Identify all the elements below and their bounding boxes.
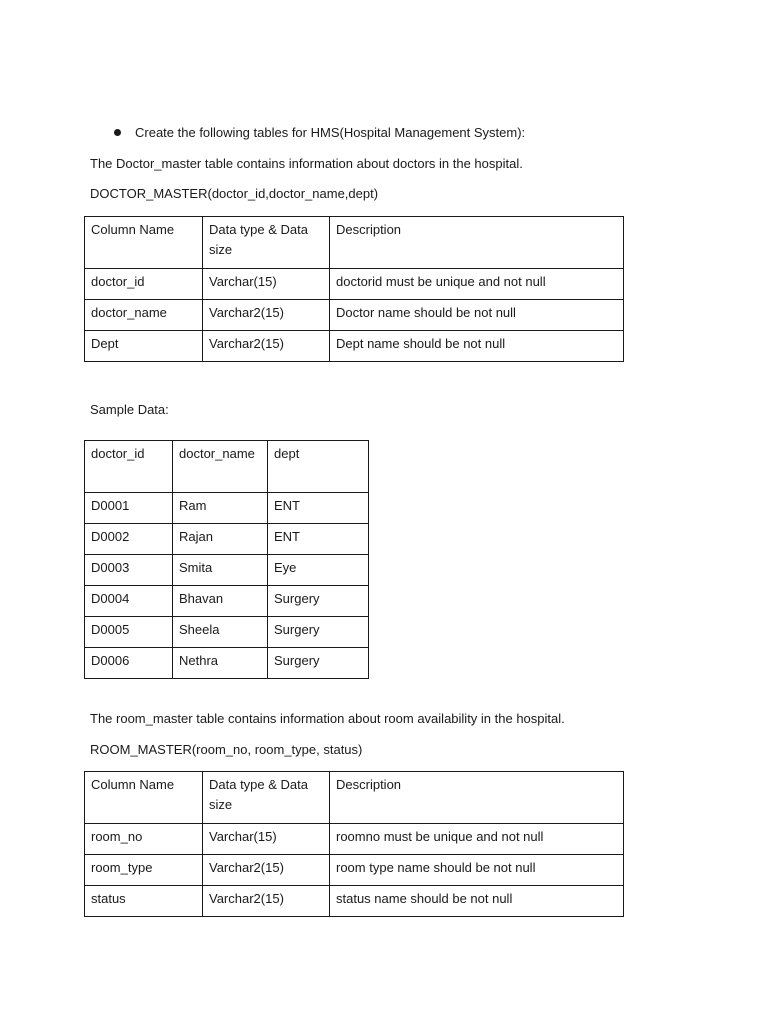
table-cell: Bhavan [173, 586, 268, 617]
table-cell: room type name should be not null [330, 855, 624, 886]
doctor-structure-table [84, 216, 624, 362]
table-row [85, 855, 624, 886]
table-cell: doctor_name [85, 300, 203, 331]
header-cell: Data type & Data size [203, 217, 330, 269]
table-cell: Varchar2(15) [203, 331, 330, 362]
doctor-table-description: The Doctor_master table contains information about doctors in the hospital. [90, 156, 523, 171]
table-row [85, 824, 624, 855]
room-table-schema: ROOM_MASTER(room_no, room_type, status) [90, 742, 363, 757]
table-row [85, 617, 369, 648]
table-cell: Varchar(15) [203, 824, 330, 855]
table-cell: D0001 [85, 493, 173, 524]
table-cell: D0002 [85, 524, 173, 555]
table-cell: Sheela [173, 617, 268, 648]
table-cell: Ram [173, 493, 268, 524]
table-cell: D0003 [85, 555, 173, 586]
header-cell: dept [268, 441, 369, 493]
table-cell: doctor_id [85, 269, 203, 300]
table-cell: Dept [85, 331, 203, 362]
table-row [85, 300, 624, 331]
table-row [85, 555, 369, 586]
bullet-text: Create the following tables for HMS(Hospital Management System): [135, 125, 526, 140]
table-cell: Surgery [268, 617, 369, 648]
table-cell: Surgery [268, 648, 369, 679]
header-cell: doctor_name [173, 441, 268, 493]
table-row [85, 331, 624, 362]
table-row [85, 586, 369, 617]
table-cell: D0004 [85, 586, 173, 617]
table-cell: Rajan [173, 524, 268, 555]
table-cell: D0006 [85, 648, 173, 679]
header-cell: Data type & Data size [203, 772, 330, 824]
header-cell: Column Name [85, 772, 203, 824]
table-cell: status [85, 886, 203, 917]
bullet-dot-icon [114, 129, 121, 136]
table-cell: Nethra [173, 648, 268, 679]
sample-data-label: Sample Data: [90, 402, 169, 417]
table-cell: Varchar2(15) [203, 886, 330, 917]
table-cell: D0005 [85, 617, 173, 648]
table-cell: ENT [268, 493, 369, 524]
header-cell: Column Name [85, 217, 203, 269]
table-cell: status name should be not null [330, 886, 624, 917]
header-cell: Description [330, 772, 624, 824]
room-table-description: The room_master table contains information about room availability in the hospital. [90, 711, 565, 726]
table-cell: doctorid must be unique and not null [330, 269, 624, 300]
table-header-row [85, 772, 624, 824]
table-row [85, 269, 624, 300]
doctor-table-schema: DOCTOR_MASTER(doctor_id,doctor_name,dept) [90, 186, 379, 201]
header-cell: Description [330, 217, 624, 269]
table-row [85, 524, 369, 555]
table-cell: ENT [268, 524, 369, 555]
table-header-row [85, 441, 369, 493]
table-cell: Dept name should be not null [330, 331, 624, 362]
table-row [85, 648, 369, 679]
table-cell: Varchar(15) [203, 269, 330, 300]
table-cell: Smita [173, 555, 268, 586]
table-cell: Doctor name should be not null [330, 300, 624, 331]
table-cell: room_no [85, 824, 203, 855]
table-row [85, 493, 369, 524]
table-cell: Varchar2(15) [203, 855, 330, 886]
table-cell: Varchar2(15) [203, 300, 330, 331]
table-cell: roomno must be unique and not null [330, 824, 624, 855]
room-structure-table [84, 771, 624, 917]
header-cell: doctor_id [85, 441, 173, 493]
table-cell: Eye [268, 555, 369, 586]
table-cell: room_type [85, 855, 203, 886]
table-header-row [85, 217, 624, 269]
table-cell: Surgery [268, 586, 369, 617]
sample-data-table [84, 440, 369, 679]
table-row [85, 886, 624, 917]
